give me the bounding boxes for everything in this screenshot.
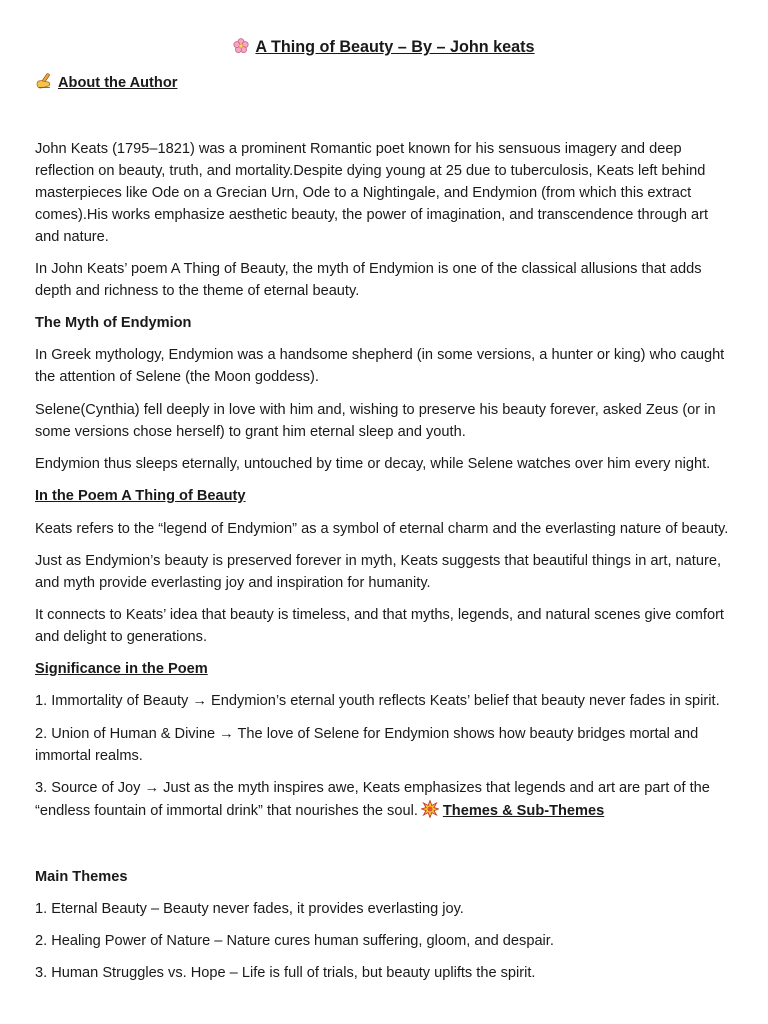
in-poem-paragraph-3: It connects to Keats’ idea that beauty is timeless, and that myths, legends, and natural scenes give comfort and delight to generations. bbox=[35, 607, 724, 645]
writing-hand-icon bbox=[35, 72, 53, 90]
title-text: A Thing of Beauty – By – John keats bbox=[255, 38, 535, 56]
significance-item-1: 1. Immortality of Beauty → Endymion’s eternal youth reflects Keats’ belief that beauty never fades in spirit. bbox=[35, 693, 720, 709]
significance-heading: Significance in the Poem bbox=[35, 661, 208, 677]
myth-paragraph-2: Selene(Cynthia) fell deeply in love with him and, wishing to preserve his beauty forever, asked Zeus (or in some versions chose herself) to grant him eternal sleep and youth. bbox=[35, 402, 716, 440]
in-poem-paragraph-1: Keats refers to the “legend of Endymion” as a symbol of eternal charm and the everlasting nature of beauty. bbox=[35, 521, 729, 537]
myth-heading: The Myth of Endymion bbox=[35, 315, 192, 331]
document-title bbox=[0, 35, 768, 59]
about-author-label: About the Author bbox=[58, 75, 178, 91]
theme-item-1: 1. Eternal Beauty – Beauty never fades, it provides everlasting joy. bbox=[35, 901, 464, 917]
main-themes-heading: Main Themes bbox=[35, 869, 128, 885]
author-bio-paragraph: John Keats (1795–1821) was a prominent Romantic poet known for his sensuous imagery and deep reflection on beauty, truth, and mortality.Despite dying young at 25 due to tuberculosis, Keats left behind masterpieces like Ode on a Grecian Urn, Ode to a Nightingale, and Endymion (from which this extract comes).His works emphasize aesthetic beauty, the power of imagination, and transcendence through art and nature. bbox=[35, 141, 709, 245]
allusion-paragraph: In John Keats’ poem A Thing of Beauty, the myth of Endymion is one of the classical allusions that adds depth and richness to the theme of eternal beauty. bbox=[35, 261, 702, 299]
collision-burst-icon bbox=[421, 800, 439, 818]
theme-item-2: 2. Healing Power of Nature – Nature cures human suffering, gloom, and despair. bbox=[35, 933, 554, 949]
myth-paragraph-3: Endymion thus sleeps eternally, untouched by time or decay, while Selene watches over him every night. bbox=[35, 456, 711, 472]
significance-item-2: 2. Union of Human & Divine → The love of Selene for Endymion shows how beauty bridges mortal and immortal realms. bbox=[35, 726, 699, 764]
significance-item-3: 3. Source of Joy → Just as the myth inspires awe, Keats emphasizes that legends and art are part of the “endless fountain of immortal drink” that nourishes the soul. bbox=[35, 780, 710, 819]
in-poem-heading: In the Poem A Thing of Beauty bbox=[35, 488, 246, 504]
themes-heading: Themes & Sub-Themes bbox=[442, 803, 605, 819]
in-poem-paragraph-2: Just as Endymion’s beauty is preserved forever in myth, Keats suggests that beautiful things in art, nature, and myth provide everlasting joy and inspiration for humanity. bbox=[35, 553, 721, 591]
myth-paragraph-1: In Greek mythology, Endymion was a handsome shepherd (in some versions, a hunter or king) who caught the attention of Selene (the Moon goddess). bbox=[35, 347, 725, 385]
theme-item-3: 3. Human Struggles vs. Hope – Life is full of trials, but beauty uplifts the spirit. bbox=[35, 965, 536, 981]
about-author-heading bbox=[35, 72, 735, 94]
significance-item-3-block bbox=[35, 777, 735, 823]
cherry-blossom-icon bbox=[233, 38, 249, 54]
